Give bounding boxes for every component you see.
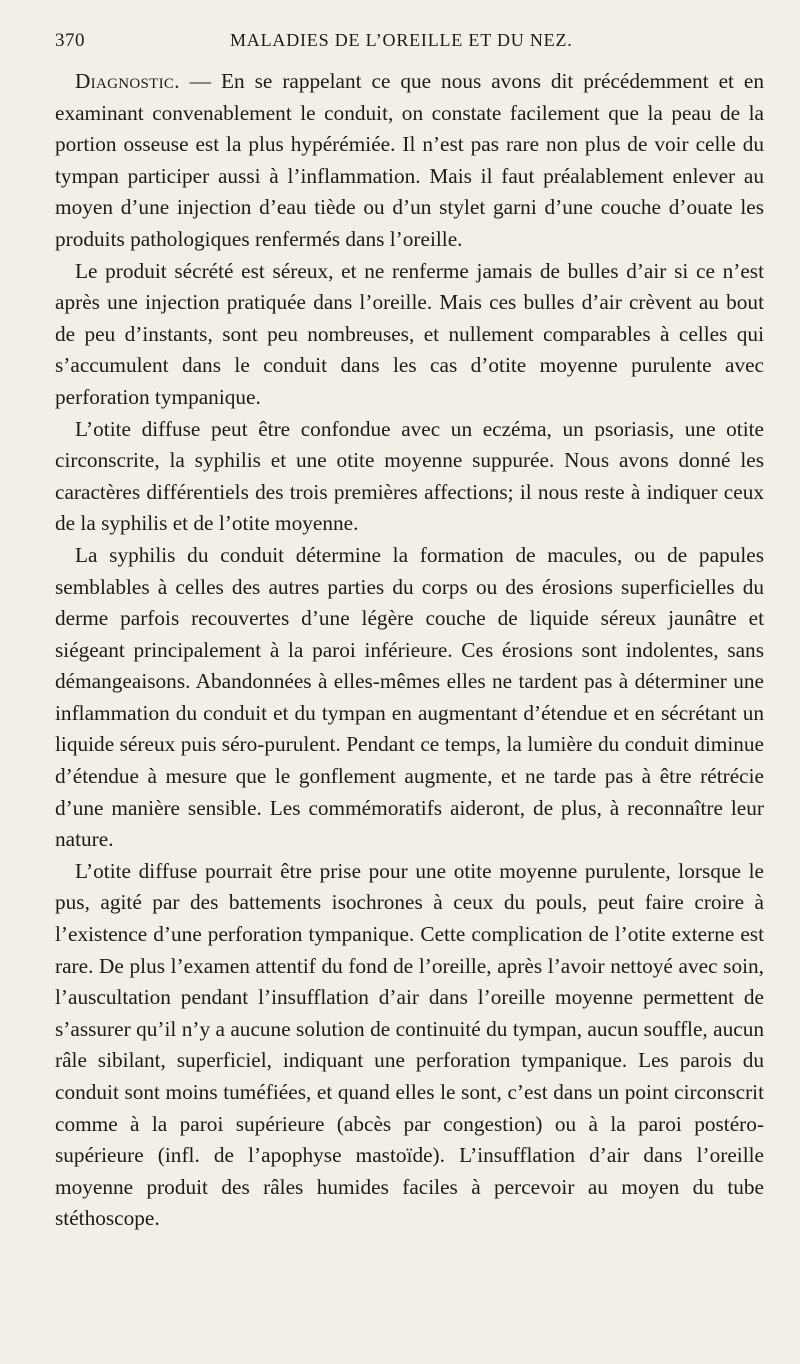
paragraph-diagnostic <box>55 66 764 256</box>
paragraph-text: — En se rappelant ce que nous avons dit précédemment et en examinant convenablement le conduit, on constate facilement que la peau de la portion osseuse est la plus hypérémiée. Il n’est pas rare non plus de voir celle du tympan participer aussi à l’inflammation. Mais il faut préalablement enlever au moyen d’une injection d’eau tiède ou d’un stylet garni d’une couche d’ouate les produits pathologiques renfermés dans l’oreille. <box>55 69 764 251</box>
page-header <box>55 26 764 62</box>
paragraph-differential: L’otite diffuse peut être confondue avec un eczéma, un psoriasis, une otite circonscrite, la syphilis et une otite moyenne suppurée. Nous avons donné les caractères différentiels des trois premières affections; il nous reste à indiquer ceux de la syphilis et de l’otite moyenne. <box>55 416 764 536</box>
paragraph-secretion: Le produit sécrété est séreux, et ne renferme jamais de bulles d’air si ce n’est après une injection pratiquée dans l’oreille. Mais ces bulles d’air crèvent au bout de peu d’instants, sont peu nombreuses, et nullement comparables à celles qui s’accumulent dans le conduit dans les cas d’otite moyenne purulente avec perforation tympanique. <box>55 258 764 409</box>
body-text <box>55 66 764 1235</box>
running-title: MALADIES DE L’OREILLE ET DU NEZ. <box>230 30 573 50</box>
paragraph-otite-moyenne: L’otite diffuse pourrait être prise pour une otite moyenne purulente, lorsque le pus, agité par des battements isochrones à ceux du pouls, peut faire croire à l’existence d’une perforation tympanique. Cette complication de l’otite externe est rare. De plus l’examen attentif du fond de l’oreille, après l’avoir nettoyé avec soin, l’auscultation pendant l’insufflation d’air dans l’oreille moyenne permettent de s’assurer qu’il n’y a aucune solution de continuité du tympan, aucun souffle, aucun râle sibilant, superficiel, indiquant une perforation tympanique. Les parois du conduit sont moins tuméfiées, et quand elles le sont, c’est dans un point circonscrit comme à la paroi supérieure (abcès par congestion) ou à la paroi postéro-supérieure (infl. de l’apophyse mastoïde). L’insufflation d’air dans l’oreille moyenne produit des râles humides faciles à percevoir au moyen du tube stéthoscope. <box>55 858 764 1231</box>
page-number: 370 <box>55 30 85 51</box>
section-lead-label: Diagnostic. <box>75 69 180 93</box>
paragraph-syphilis: La syphilis du conduit détermine la formation de macules, ou de papules semblables à celles des autres parties du corps ou des érosions superficielles du derme parfois recouvertes d’une légère couche de liquide séreux jaunâtre et siégeant principalement à la paroi inférieure. Ces érosions sont indolentes, sans démangeaisons. Abandonnées à elles-mêmes elles ne tardent pas à déterminer une inflammation du conduit et du tympan en augmentant d’étendue et en sécrétant un liquide séreux puis séro-purulent. Pendant ce temps, la lumière du conduit diminue d’étendue à mesure que le gonflement augmente, et ne tarde pas à être rétrécie d’une manière sensible. Les commémoratifs aideront, de plus, à reconnaître leur nature. <box>55 542 764 852</box>
